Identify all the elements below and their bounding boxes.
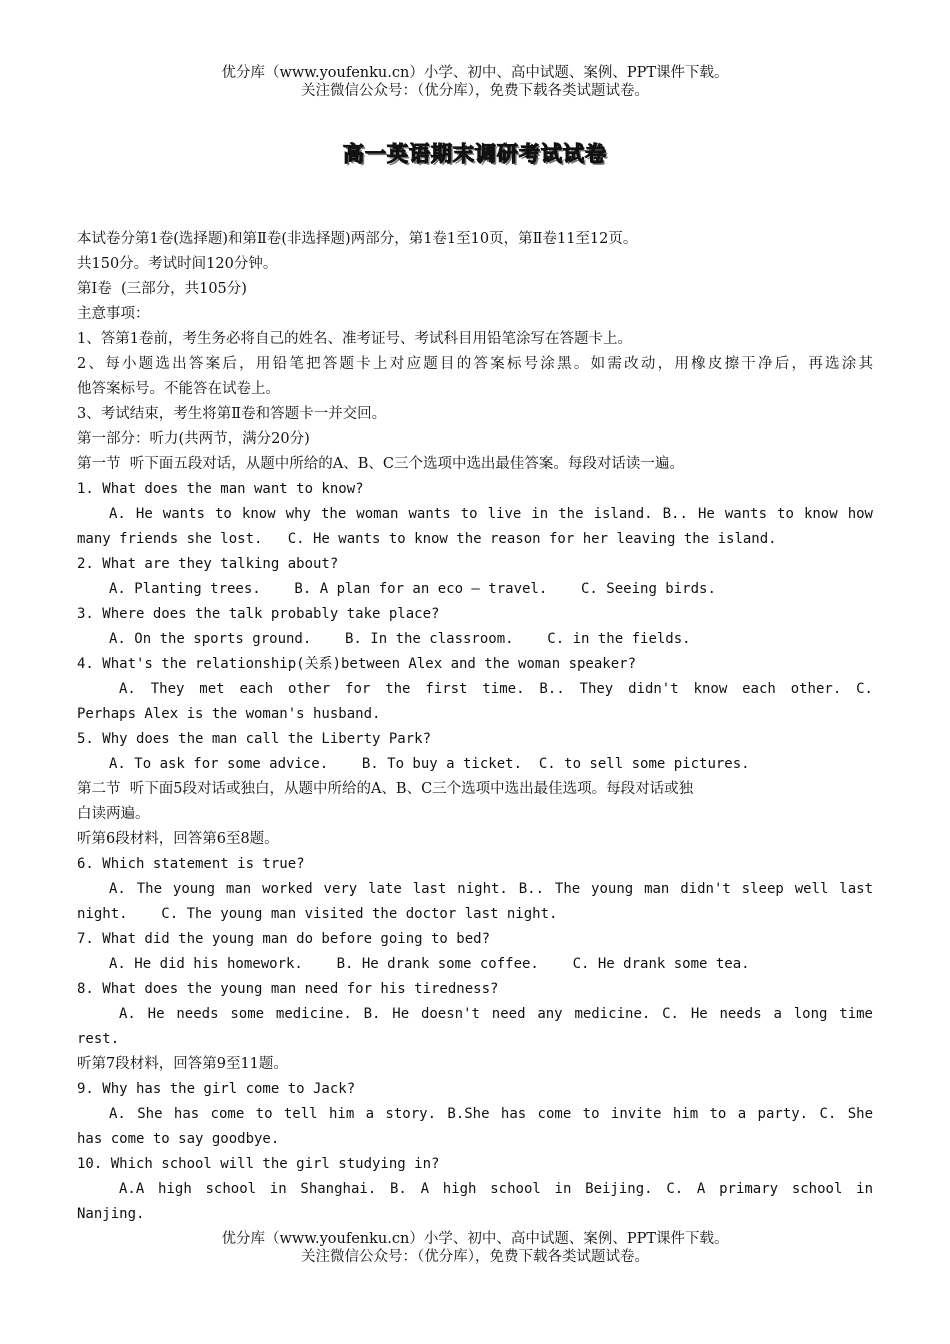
header-line-2: 关注微信公众号：（优分库），免费下载各类试题试卷。	[301, 83, 649, 99]
question-10-options-cont: Nanjing.	[77, 1206, 145, 1222]
page-header	[0, 64, 950, 100]
header-line-1: 优分库（www.youfenku.cn）小学、初中、高中试题、案例、PPT课件下载。	[221, 65, 729, 81]
footer-line-1: 优分库（www.youfenku.cn）小学、初中、高中试题、案例、PPT课件下载。	[221, 1231, 729, 1247]
footer-line-2: 关注微信公众号：（优分库），免费下载各类试题试卷。	[301, 1249, 649, 1265]
note-2: 2、每小题选出答案后，用铅笔把答题卡上对应题目的答案标号涂黑。如需改动，用橡皮擦干净后，再选涂其	[77, 356, 873, 372]
question-6: 6. Which statement is true?	[77, 856, 305, 872]
question-6-options: A. The young man worked very late last night. B.. The young man didn't sleep well last	[109, 881, 873, 897]
question-3: 3. Where does the talk probably take place?	[77, 606, 440, 622]
question-8-options: A. He needs some medicine. B. He doesn't need any medicine. C. He needs a long time	[119, 1006, 873, 1022]
question-3-options: A. On the sports ground. B. In the classroom. C. in the fields.	[109, 631, 691, 647]
question-10-options: A.A high school in Shanghai. B. A high school in Beijing. C. A primary school in	[119, 1181, 873, 1197]
question-4-options: A. They met each other for the first time. B.. They didn't know each other. C.	[119, 681, 873, 697]
question-10: 10. Which school will the girl studying in?	[77, 1156, 440, 1172]
section-1-heading: 第一节 听下面五段对话，从题中所给的A、B、C三个选项中选出最佳答案。每段对话读一遍。	[77, 456, 684, 472]
question-9: 9. Why has the girl come to Jack?	[77, 1081, 356, 1097]
material-7-heading: 听第7段材料，回答第9至11题。	[77, 1056, 288, 1072]
intro-line: 共150分。考试时间120分钟。	[77, 256, 278, 272]
material-6-heading: 听第6段材料，回答第6至8题。	[77, 831, 279, 847]
question-7-options: A. He did his homework. B. He drank some coffee. C. He drank some tea.	[109, 956, 750, 972]
question-7: 7. What did the young man do before going to bed?	[77, 931, 491, 947]
note-3: 3、考试结束，考生将第Ⅱ卷和答题卡一并交回。	[77, 406, 387, 422]
question-8: 8. What does the young man need for his tiredness?	[77, 981, 499, 997]
note-2-cont: 他答案标号。不能答在试卷上。	[77, 381, 280, 397]
question-4: 4. What's the relationship(关系)between Alex and the woman speaker?	[77, 656, 637, 672]
section-2-heading: 第二节 听下面5段对话或独白，从题中所给的A、B、C三个选项中选出最佳选项。每段对话或独	[77, 781, 694, 797]
question-2-options: A. Planting trees. B. A plan for an eco – travel. C. Seeing birds.	[109, 581, 716, 597]
intro-line: 本试卷分第1卷(选择题)和第Ⅱ卷(非选择题)两部分，第1卷1至10页，第Ⅱ卷11至12页。	[77, 231, 638, 247]
question-9-options: A. She has come to tell him a story. B.She has come to invite him to a party. C. She	[109, 1106, 873, 1122]
question-2: 2. What are they talking about?	[77, 556, 339, 572]
page-footer	[0, 1230, 950, 1266]
question-1-options: A. He wants to know why the woman wants to live in the island. B.. He wants to know how	[109, 506, 873, 522]
question-8-options-cont: rest.	[77, 1031, 120, 1047]
question-1: 1. What does the man want to know?	[77, 481, 364, 497]
part-1-heading: 第一部分：听力(共两节，满分20分)	[77, 431, 310, 447]
note-1: 1、答第1卷前，考生务必将自己的姓名、准考证号、考试科目用铅笔涂写在答题卡上。	[77, 331, 632, 347]
question-1-options-cont: many friends she lost. C. He wants to know the reason for her leaving the island.	[77, 531, 777, 547]
question-4-options-cont: Perhaps Alex is the woman's husband.	[77, 706, 381, 722]
exam-content	[77, 227, 873, 1227]
notes-heading: 主意事项：	[77, 306, 150, 322]
question-6-options-cont: night. C. The young man visited the doctor last night.	[77, 906, 558, 922]
intro-line: 第Ⅰ卷 (三部分，共105分)	[77, 281, 247, 297]
exam-title: 高一英语期末调研考试试卷	[343, 142, 607, 166]
section-2-heading-cont: 白读两遍。	[77, 806, 150, 822]
question-9-options-cont: has come to say goodbye.	[77, 1131, 280, 1147]
question-5: 5. Why does the man call the Liberty Park?	[77, 731, 432, 747]
question-5-options: A. To ask for some advice. B. To buy a ticket. C. to sell some pictures.	[109, 756, 750, 772]
